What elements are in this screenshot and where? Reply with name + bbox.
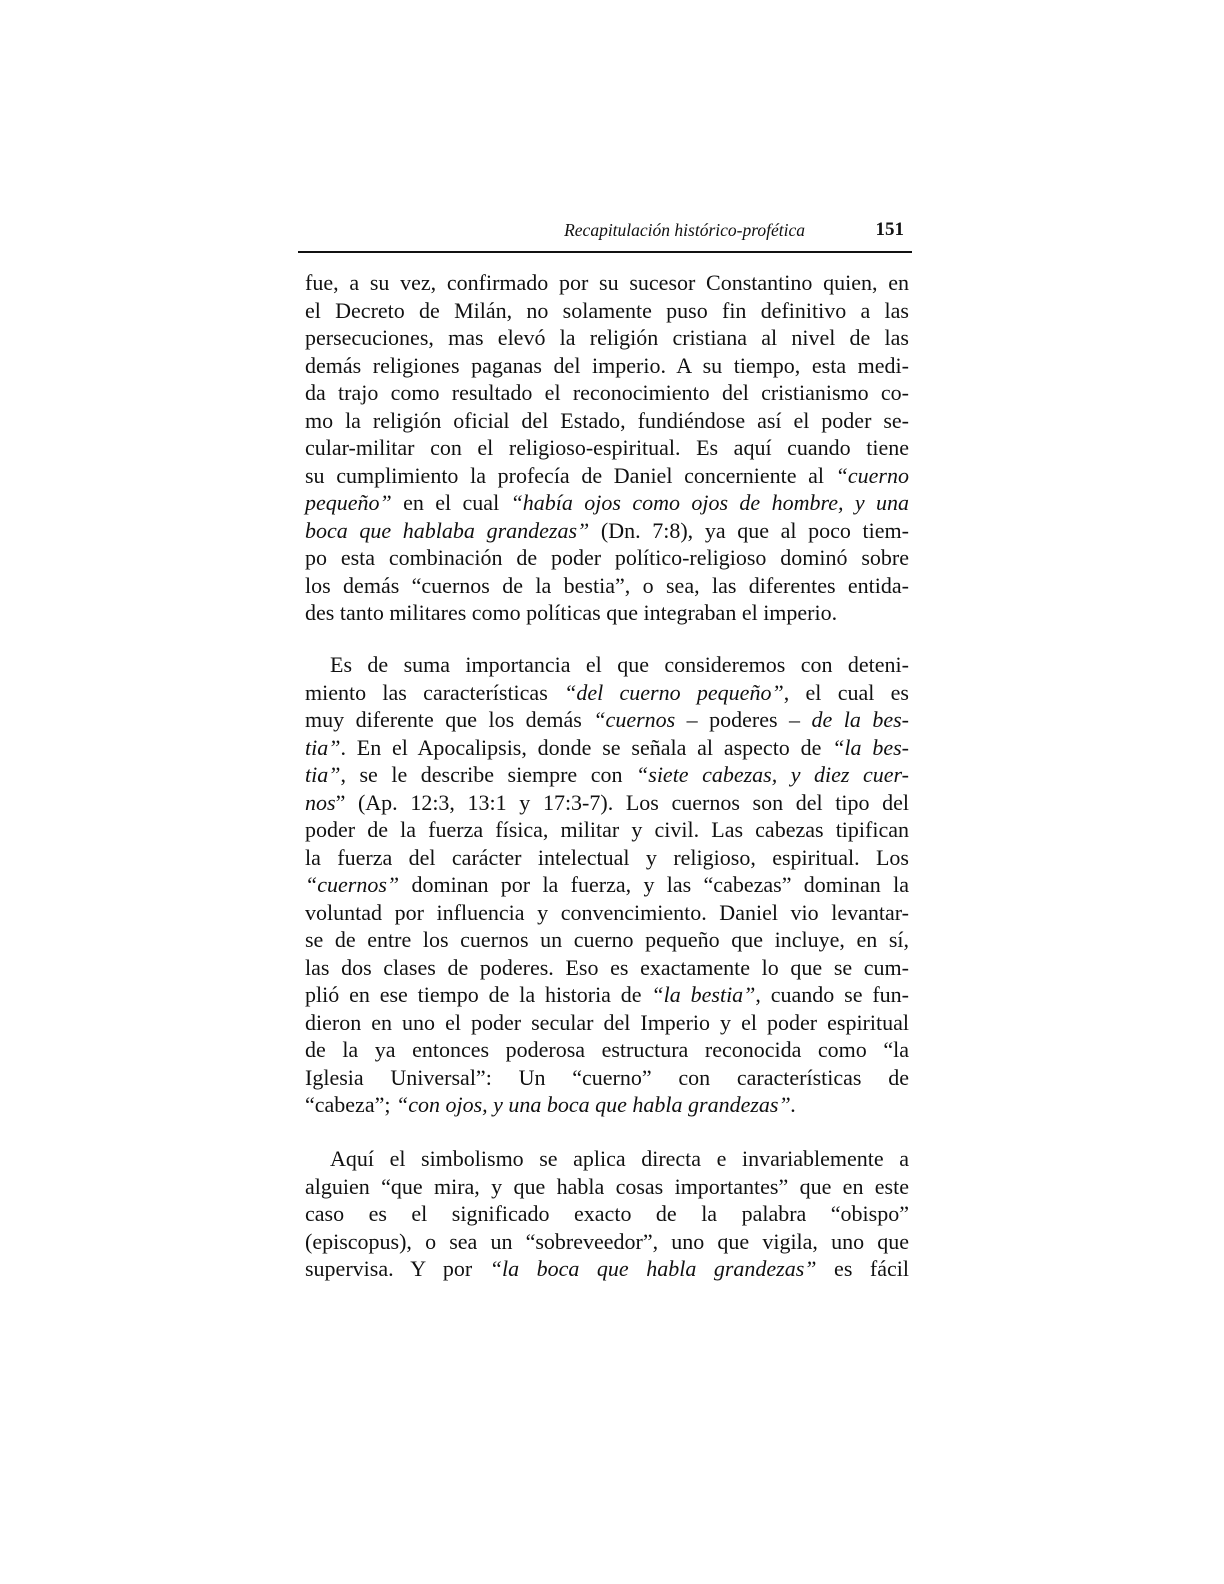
text-line: [305, 1255, 909, 1283]
body-text: de la ya entonces poderosa estructura reconocida como “la: [305, 1037, 909, 1062]
body-text: demás religiones paganas del imperio. A su tiempo, esta medi-: [305, 352, 909, 378]
body-text: des tanto militares como políticas que integraban el imperio.: [305, 600, 838, 625]
italic-quote-text: tia”: [305, 762, 341, 787]
text-line: [305, 517, 909, 545]
italic-quote-text: “cuerno: [835, 462, 909, 488]
body-text: . En el Apocalipsis, donde se señala al aspecto de: [340, 734, 833, 760]
text-line: [305, 1200, 909, 1228]
body-text: la fuerza del carácter intelectual y religioso, espiritual. Los: [305, 844, 909, 870]
body-text: cular-militar con el religioso-espiritual. Es aquí cuando tiene: [305, 435, 909, 460]
text-line: [305, 1091, 909, 1119]
italic-quote-text: boca que hablaba grandezas”: [305, 517, 590, 543]
text-line: [305, 871, 909, 899]
text-line: [305, 1036, 909, 1064]
text-line: [305, 734, 909, 762]
body-text: las dos clases de poderes. Eso es exactamente lo que se cum-: [305, 954, 909, 980]
text-line: [305, 954, 909, 982]
italic-quote-text: “la boca que habla grandezas”: [489, 1256, 817, 1281]
paragraph-2: [305, 651, 909, 1119]
text-line: [305, 1228, 909, 1256]
italic-quote-text: “con ojos, y una boca que habla grandezas”.: [395, 1092, 797, 1117]
italic-quote-text: “había ojos como ojos de hombre, y una: [510, 490, 909, 515]
body-text: el Decreto de Milán, no solamente puso fin definitivo a las: [305, 297, 909, 323]
body-text: miento las características: [305, 679, 565, 705]
text-line: [305, 1064, 909, 1092]
body-text: dominan por la fuerza, y las “cabezas” dominan la: [399, 872, 909, 897]
body-text: poder de la fuerza física, militar y civil. Las cabezas tipifican: [305, 817, 909, 842]
text-line: [305, 1173, 909, 1201]
body-text: – poderes –: [675, 707, 812, 732]
body-text: en el cual: [391, 490, 511, 515]
text-line: [305, 572, 909, 600]
body-text: muy diferente que los demás: [305, 707, 594, 732]
italic-quote-text: “siete cabezas, y diez cuer-: [636, 762, 909, 787]
body-text: po esta combinación de poder político-religioso dominó sobre: [305, 545, 909, 570]
body-text: , el cual es: [783, 679, 909, 705]
body-text: voluntad por influencia y convencimiento. Daniel vio levantar-: [305, 899, 909, 925]
body-text: Es de suma importancia el que consideremos con deteni-: [330, 652, 909, 677]
body-text: alguien “que mira, y que habla cosas importantes” que en este: [305, 1173, 909, 1199]
body-text: persecuciones, mas elevó la religión cristiana al nivel de las: [305, 325, 909, 350]
body-text: “cabeza”;: [305, 1092, 396, 1117]
body-text: Aquí el simbolismo se aplica directa e invariablemente a: [330, 1146, 909, 1171]
italic-quote-text: “cuernos: [593, 707, 676, 732]
text-line: [305, 1009, 909, 1037]
text-line: [305, 544, 909, 572]
body-text: (episcopus), o sea un “sobreveedor”, uno que vigila, uno que: [305, 1228, 909, 1254]
paragraph-1: [305, 269, 909, 627]
body-text: dieron en uno el poder secular del Imperio y el poder espiritual: [305, 1009, 909, 1035]
body-text: caso es el significado exacto de la palabra “obispo”: [305, 1201, 909, 1226]
paragraph-3: [305, 1145, 909, 1283]
body-text: fue, a su vez, confirmado por su sucesor Constantino quien, en: [305, 270, 909, 295]
italic-quote-text: tia”: [305, 734, 341, 760]
text-line: [305, 789, 909, 817]
text-line: [305, 324, 909, 352]
page-number: 151: [875, 219, 904, 240]
text-line: [305, 407, 909, 435]
text-line: [305, 297, 909, 325]
italic-quote-text: de la bes-: [811, 707, 910, 732]
text-line: [305, 352, 909, 380]
body-text: se de entre los cuernos un cuerno pequeño que incluye, en sí,: [305, 927, 909, 952]
body-text: (Dn. 7:8), ya que al poco tiem-: [589, 517, 909, 543]
header-rule: [298, 251, 912, 253]
text-line: [305, 489, 909, 517]
text-line: [305, 761, 909, 789]
body-text: da trajo como resultado el reconocimiento del cristianismo co-: [305, 380, 909, 405]
body-text: es fácil: [816, 1256, 909, 1281]
text-line: [305, 462, 909, 490]
text-line: [305, 981, 909, 1009]
text-line: [305, 679, 909, 707]
italic-quote-text: “del cuerno pequeño”: [564, 679, 784, 705]
body-text: ” (Ap. 12:3, 13:1 y 17:3-7). Los cuernos son del tipo del: [335, 789, 909, 815]
italic-quote-text: nos: [305, 789, 336, 815]
italic-quote-text: pequeño”: [305, 490, 392, 515]
body-text: su cumplimiento la profecía de Daniel concerniente al: [305, 462, 836, 488]
body-text: , se le describe siempre con: [340, 762, 637, 787]
text-line: [305, 706, 909, 734]
text-line: [305, 651, 909, 679]
body-text: supervisa. Y por: [305, 1256, 490, 1281]
text-line: [305, 844, 909, 872]
body-text: plió en ese tiempo de la historia de: [305, 982, 652, 1007]
text-line: [305, 926, 909, 954]
body-text: , cuando se fun-: [755, 982, 909, 1007]
body-text: los demás “cuernos de la bestia”, o sea, las diferentes entida-: [305, 572, 909, 598]
body-text: mo la religión oficial del Estado, fundiéndose así el poder se-: [305, 407, 909, 433]
running-title: Recapitulación histórico-profética: [564, 220, 805, 240]
text-line: [305, 1145, 909, 1173]
italic-quote-text: “cuernos”: [305, 872, 400, 897]
text-line: [305, 816, 909, 844]
body-text: Iglesia Universal”: Un “cuerno” con características de: [305, 1064, 909, 1090]
text-line: [305, 599, 909, 627]
italic-quote-text: “la bes-: [832, 734, 909, 760]
italic-quote-text: “la bestia”: [651, 982, 756, 1007]
text-line: [305, 434, 909, 462]
text-line: [305, 899, 909, 927]
text-line: [305, 269, 909, 297]
text-line: [305, 379, 909, 407]
